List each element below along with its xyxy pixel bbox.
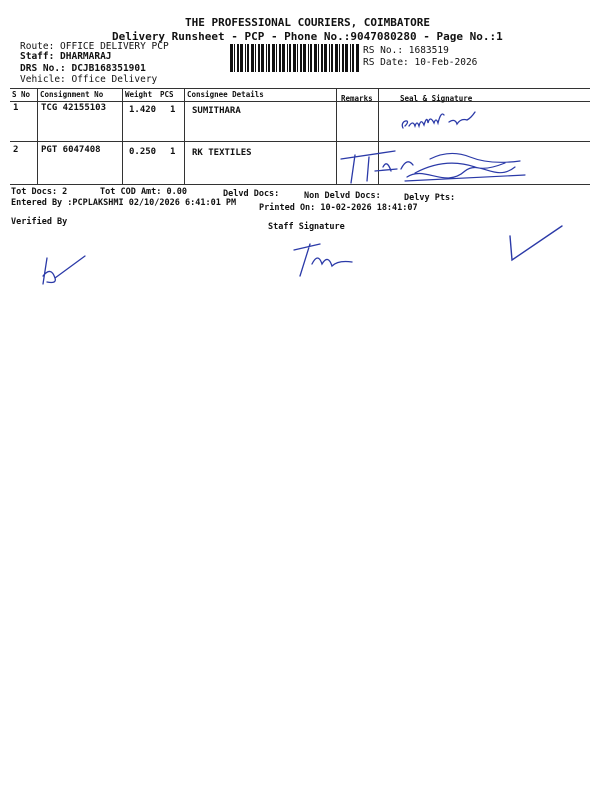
col-header-weight: Weight <box>125 90 153 99</box>
col-header-sno: S No <box>12 90 31 99</box>
barcode-bar <box>350 44 351 72</box>
verified-by-label: Verified By <box>11 217 68 227</box>
row-pcs: 1 <box>170 147 176 157</box>
barcode-bar <box>339 44 340 72</box>
barcode-bar <box>237 44 239 72</box>
col-header-pcs: PCS <box>160 90 174 99</box>
barcode-bar <box>329 44 330 72</box>
barcode-bar <box>342 44 344 72</box>
barcode-bar <box>251 44 254 72</box>
barcode-bar <box>240 44 243 72</box>
staff: Staff: DHARMARAJ <box>20 51 112 62</box>
barcode-bar <box>297 44 298 72</box>
col-header-consignment: Consignment No <box>40 90 104 99</box>
col-line <box>37 88 38 184</box>
row-consignee: RK TEXTILES <box>192 148 252 158</box>
handwritten-signature-row1 <box>395 106 485 136</box>
barcode-bar <box>279 44 281 72</box>
barcode-bar <box>272 44 275 72</box>
barcode-bar <box>234 44 235 72</box>
barcode-bar <box>335 44 338 72</box>
row-sno: 2 <box>13 145 19 155</box>
barcode-bar <box>314 44 317 72</box>
rs-date: RS Date: 10-Feb-2026 <box>363 57 478 68</box>
row-consignment: PGT 6047408 <box>41 145 101 155</box>
col-header-remarks: Remarks <box>341 94 373 103</box>
barcode-bar <box>245 44 246 72</box>
barcode-bar <box>356 44 359 72</box>
row-weight: 0.250 <box>129 147 157 157</box>
barcode-bar <box>303 44 306 72</box>
handwritten-signature-verified <box>35 250 95 290</box>
non-delivered-docs: Non Delvd Docs: <box>304 191 381 201</box>
drs-number: DRS No.: DCJB168351901 <box>20 63 146 74</box>
row-weight: 1.420 <box>129 105 157 115</box>
barcode-graphic <box>230 44 360 72</box>
barcode-bar <box>300 44 302 72</box>
barcode-bar <box>276 44 277 72</box>
barcode-bar <box>345 44 348 72</box>
rs-number: RS No.: 1683519 <box>363 45 449 56</box>
total-docs: Tot Docs: 2 <box>11 187 68 197</box>
printed-on: Printed On: 10-02-2026 18:41:07 <box>259 203 418 213</box>
table-header-line <box>10 101 590 102</box>
barcode-bar <box>268 44 270 72</box>
barcode-bar <box>308 44 309 72</box>
row-consignment: TCG 42155103 <box>41 103 107 113</box>
row-sno: 1 <box>13 103 19 113</box>
staff-signature-label: Staff Signature <box>268 222 345 232</box>
handwritten-signature-row2 <box>335 145 535 193</box>
total-cod-amount: Tot COD Amt: 0.00 <box>100 187 187 197</box>
barcode-bar <box>293 44 296 72</box>
barcode-bar <box>266 44 267 72</box>
barcode-bar <box>282 44 285 72</box>
runsheet-subtitle: Delivery Runsheet - PCP - Phone No.:9047080280 - Page No.:1 <box>112 30 503 43</box>
table-top-line <box>10 88 590 89</box>
handwritten-signature-staff <box>290 236 360 281</box>
barcode-bar <box>318 44 319 72</box>
row-pcs: 1 <box>170 105 176 115</box>
company-name: THE PROFESSIONAL COURIERS, COIMBATORE <box>185 16 431 29</box>
barcode-bar <box>287 44 288 72</box>
barcode-bar <box>230 44 233 72</box>
row-divider-line <box>10 141 590 142</box>
barcode-bar <box>324 44 327 72</box>
row-consignee: SUMITHARA <box>192 106 241 116</box>
barcode-bar <box>321 44 323 72</box>
delivery-points: Delvy Pts: <box>404 193 456 203</box>
vehicle: Vehicle: Office Delivery <box>20 74 158 85</box>
barcode-bar <box>331 44 333 72</box>
barcode-bar <box>261 44 264 72</box>
handwritten-signature-right <box>500 222 570 267</box>
barcode-bar <box>289 44 291 72</box>
barcode-bar <box>258 44 260 72</box>
col-line <box>122 88 123 184</box>
col-header-consignee: Consignee Details <box>187 90 264 99</box>
delivered-docs: Delvd Docs: <box>223 189 280 199</box>
barcode-bar <box>352 44 354 72</box>
barcode-bar <box>247 44 249 72</box>
entered-by: Entered By :PCPLAKSHMI 02/10/2026 6:41:01 PM <box>11 198 237 208</box>
barcode-bar <box>255 44 256 72</box>
barcode-bar <box>310 44 312 72</box>
col-line <box>184 88 185 184</box>
route: Route: OFFICE DELIVERY PCP <box>20 41 169 52</box>
col-header-seal-signature: Seal & Signature <box>400 94 473 103</box>
